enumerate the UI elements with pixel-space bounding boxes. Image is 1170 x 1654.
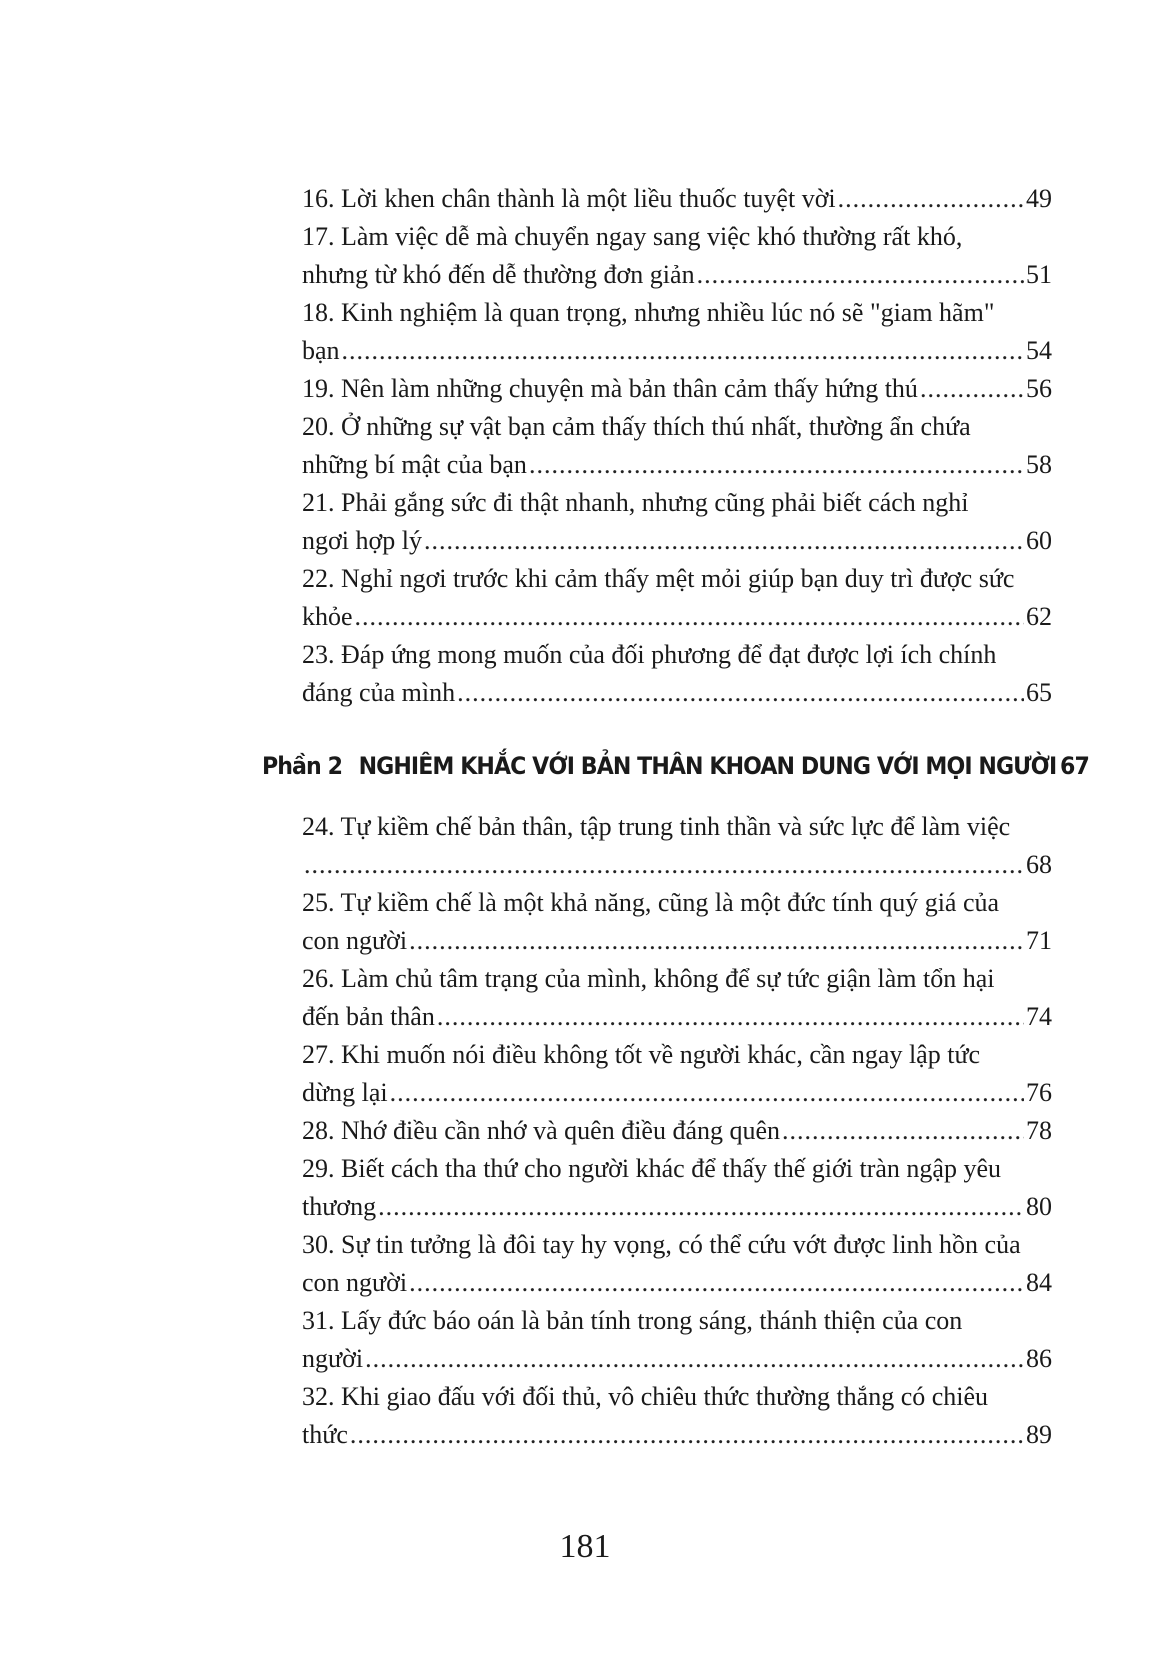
leader-dots [697, 256, 1024, 294]
toc-entry[interactable] [302, 1112, 1052, 1150]
toc-entry-title-line: 32. Khi giao đấu với đối thủ, vô chiêu thức thường thắng có chiêu [302, 1382, 989, 1411]
toc-entry-title-line: 26. Làm chủ tâm trạng của mình, không để sự tức giận làm tổn hại [302, 964, 995, 993]
toc-entry-title-line: 21. Phải gắng sức đi thật nhanh, nhưng cũng phải biết cách nghỉ [302, 488, 969, 517]
toc-entry-last-line [302, 922, 1052, 960]
toc-entry-page: 84 [1026, 1268, 1052, 1297]
toc-entry-title-end: con người [302, 926, 408, 955]
leader-dots [342, 332, 1024, 370]
toc-entry[interactable] [302, 294, 1052, 370]
toc-entry-last-line [302, 1112, 1052, 1150]
toc-entry-last-line [302, 522, 1052, 560]
toc-entry-page: 58 [1026, 450, 1052, 479]
leader-dots [529, 446, 1024, 484]
toc-entry-last-line [302, 1188, 1052, 1226]
toc-entry-page: 62 [1026, 602, 1052, 631]
toc-entry-title-line: 31. Lấy đức báo oán là bản tính trong sáng, thánh thiện của con [302, 1306, 963, 1335]
leader-dots [390, 1074, 1024, 1112]
leader-dots [457, 674, 1024, 712]
toc-entry[interactable] [302, 408, 1052, 484]
toc-entry-page: 80 [1026, 1192, 1052, 1221]
toc-entry-last-line [302, 1340, 1052, 1378]
toc-entry-last-line [302, 674, 1052, 712]
toc-entry-title-line: 30. Sự tin tưởng là đôi tay hy vọng, có thể cứu vớt được linh hồn của [302, 1230, 1021, 1259]
toc-entry[interactable] [302, 180, 1052, 218]
toc-entry-title-line: 22. Nghỉ ngơi trước khi cảm thấy mệt mỏi giúp bạn duy trì được sức [302, 564, 1015, 593]
toc-entry[interactable] [302, 960, 1052, 1036]
leader-dots [365, 1340, 1024, 1378]
toc-entry-page: 65 [1026, 678, 1052, 707]
leader-dots [355, 598, 1024, 636]
toc-entry-page: 56 [1026, 374, 1052, 403]
toc-entry[interactable] [302, 636, 1052, 712]
leader-dots [378, 1188, 1024, 1226]
toc-entry-title-end: người [302, 1344, 364, 1373]
page-number: 181 [559, 1528, 611, 1565]
toc-entry-last-line [302, 1264, 1052, 1302]
leader-dots [409, 1264, 1024, 1302]
toc-entry-title-end: ngơi hợp lý [302, 526, 422, 555]
toc-entry-title-end: dừng lại [302, 1078, 388, 1107]
toc-entry-page: 51 [1026, 260, 1052, 289]
toc-entry[interactable] [302, 1036, 1052, 1112]
toc-entry[interactable] [302, 884, 1052, 960]
toc-entry-last-line [302, 256, 1052, 294]
toc-entry[interactable] [302, 1150, 1052, 1226]
toc-entry-last-line [302, 846, 1052, 884]
leader-dots [409, 922, 1024, 960]
toc-entry-page: 89 [1026, 1420, 1052, 1449]
toc-entry-title-end: thức [302, 1420, 348, 1449]
toc-entry-title-end: đến bản thân [302, 1002, 435, 1031]
toc-entry[interactable] [302, 560, 1052, 636]
toc-entry-title-end: những bí mật của bạn [302, 450, 527, 479]
toc-entry-last-line [302, 1074, 1052, 1112]
toc-entry-page: 49 [1026, 184, 1052, 213]
toc-entry[interactable] [302, 484, 1052, 560]
toc-entry-title-end: đáng của mình [302, 678, 456, 707]
section-title: NGHIÊM KHẮC VỚI BẢN THÂN KHOAN DUNG VỚI MỌI NGƯỜI [358, 752, 1057, 780]
toc-entry-page: 71 [1026, 926, 1052, 955]
leader-dots [424, 522, 1024, 560]
section-label: Phần 2 [262, 752, 343, 780]
toc-entry-title-end: con người [302, 1268, 408, 1297]
section-heading[interactable] [262, 752, 1089, 780]
toc-entry-page: 74 [1026, 1002, 1052, 1031]
toc-entry[interactable] [302, 1378, 1052, 1454]
toc-entry-title-line: 20. Ở những sự vật bạn cảm thấy thích thú nhất, thường ẩn chứa [302, 412, 971, 441]
leader-dots [920, 370, 1024, 408]
toc-entry-last-line [302, 370, 1052, 408]
toc-entry[interactable] [302, 808, 1052, 884]
toc-entry-page: 86 [1026, 1344, 1052, 1373]
toc-entry-last-line [302, 446, 1052, 484]
toc-entry-title-end: khỏe [302, 602, 353, 631]
toc-entry-title-end: 28. Nhớ điều cần nhớ và quên điều đáng quên [302, 1116, 781, 1145]
leader-dots [782, 1112, 1024, 1150]
toc-entry-last-line [302, 598, 1052, 636]
toc-entry-page: 60 [1026, 526, 1052, 555]
toc-entry-last-line [302, 332, 1052, 370]
leader-dots [437, 998, 1024, 1036]
toc-entry[interactable] [302, 218, 1052, 294]
leader-dots [304, 846, 1024, 884]
toc-entry-last-line [302, 998, 1052, 1036]
toc-entry-title-line: 23. Đáp ứng mong muốn của đối phương để đạt được lợi ích chính [302, 640, 997, 669]
toc-entry[interactable] [302, 370, 1052, 408]
toc-part-2 [302, 808, 1052, 1454]
toc-entry[interactable] [302, 1226, 1052, 1302]
toc-entry-last-line [302, 180, 1052, 218]
toc-entry-title-end: 16. Lời khen chân thành là một liều thuốc tuyệt vời [302, 184, 836, 213]
toc-entry-title-end: thương [302, 1192, 377, 1221]
toc-entry-title-line: 24. Tự kiềm chế bản thân, tập trung tinh thần và sức lực để làm việc [302, 812, 1011, 841]
leader-dots [838, 180, 1024, 218]
toc-entry-title-line: 17. Làm việc dễ mà chuyển ngay sang việc khó thường rất khó, [302, 222, 963, 251]
toc-entry-title-line: 25. Tự kiềm chế là một khả năng, cũng là một đức tính quý giá của [302, 888, 1000, 917]
toc-entry-page: 54 [1026, 336, 1052, 365]
section-page: 67 [1060, 752, 1089, 780]
toc-part-1 [302, 180, 1052, 712]
toc-entry-page: 68 [1026, 850, 1052, 879]
toc-entry-last-line [302, 1416, 1052, 1454]
toc-entry-title-line: 18. Kinh nghiệm là quan trọng, nhưng nhiều lúc nó sẽ "giam hãm" [302, 298, 995, 327]
toc-entry-title-end: nhưng từ khó đến dễ thường đơn giản [302, 260, 695, 289]
toc-entry[interactable] [302, 1302, 1052, 1378]
toc-entry-page: 78 [1026, 1116, 1052, 1145]
toc-entry-title-end: bạn [302, 336, 340, 365]
toc-entry-title-line: 27. Khi muốn nói điều không tốt về người khác, cần ngay lập tức [302, 1040, 981, 1069]
toc-entry-title-line: 29. Biết cách tha thứ cho người khác để thấy thế giới tràn ngập yêu [302, 1154, 1001, 1183]
toc-entry-page: 76 [1026, 1078, 1052, 1107]
toc-entry-title-end: 19. Nên làm những chuyện mà bản thân cảm thấy hứng thú [302, 374, 918, 403]
leader-dots [350, 1416, 1024, 1454]
